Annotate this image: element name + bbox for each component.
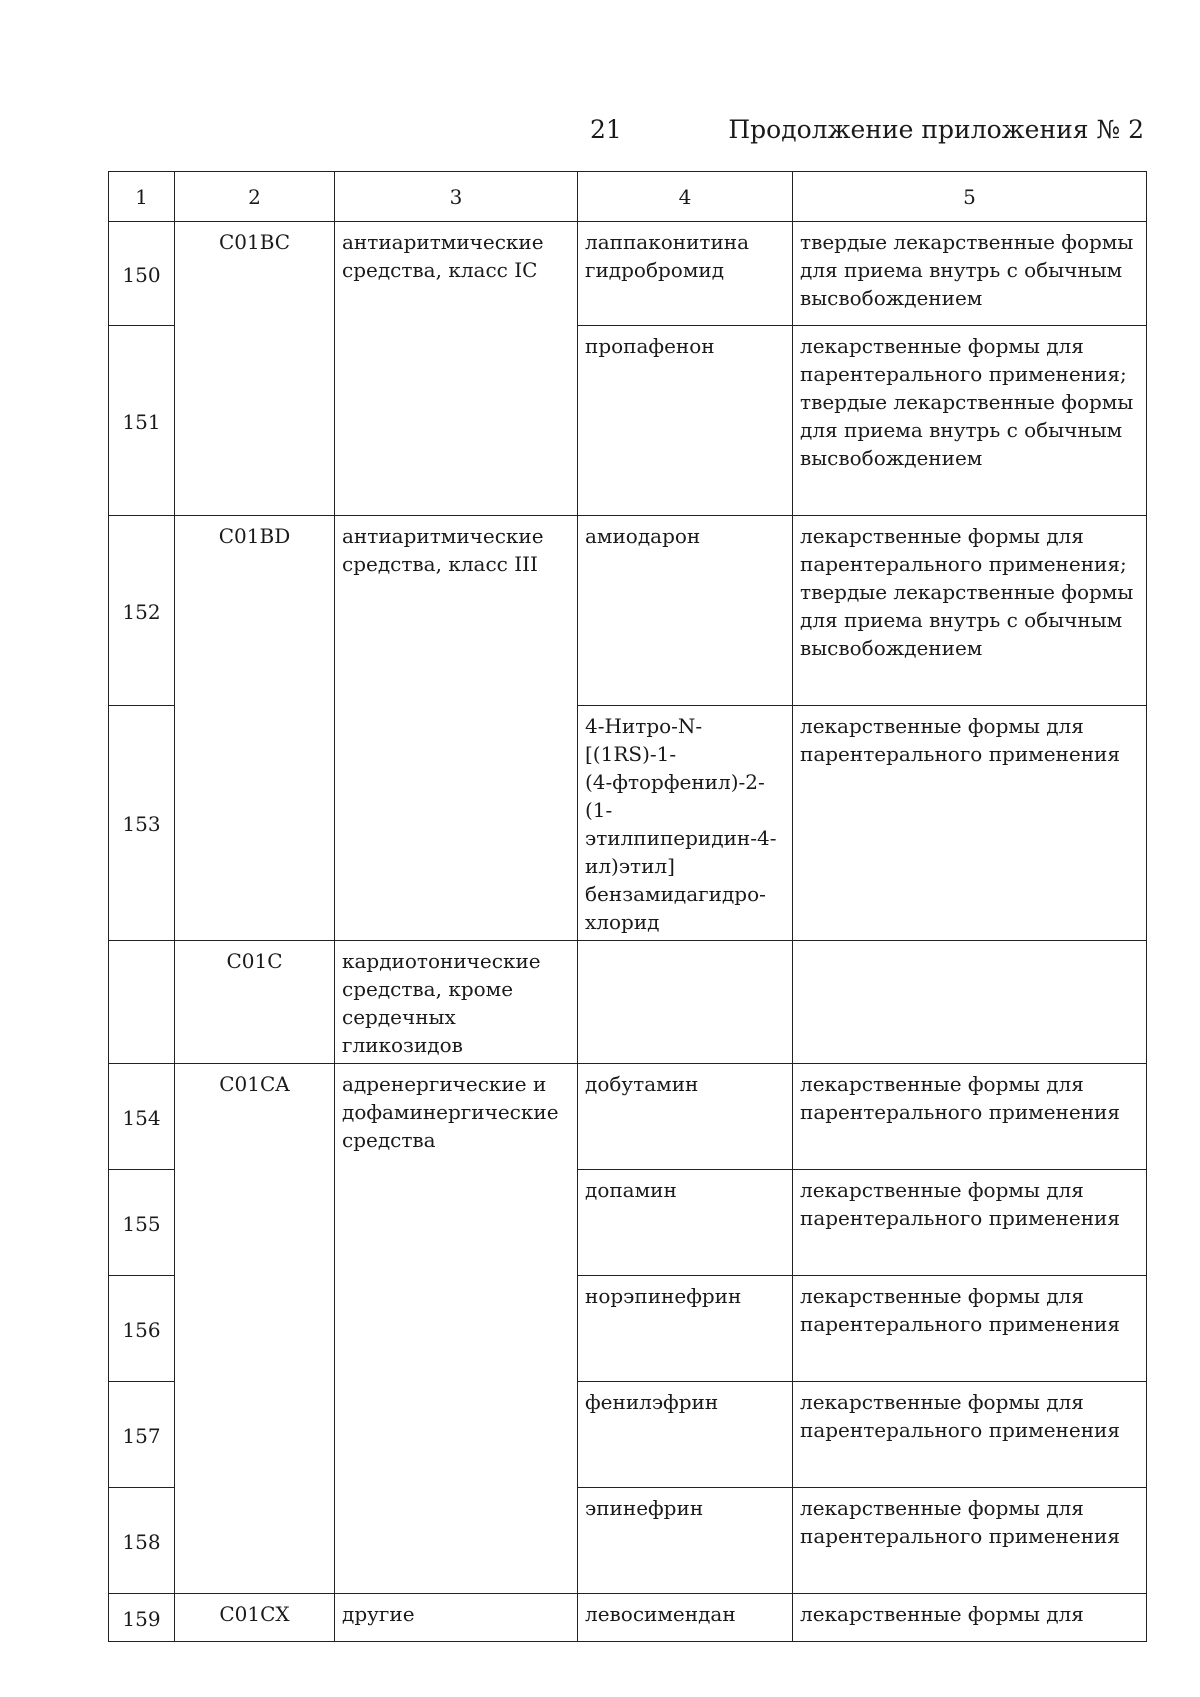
table-row (109, 941, 1147, 1064)
drug-name (578, 941, 793, 1064)
row-number: 159 (109, 1594, 175, 1642)
atc-code: C01BC (175, 222, 335, 516)
dosage-form: твердые лекарственные формы для приема внутрь с обычным высвобождением (793, 222, 1147, 326)
column-header: 1 (109, 172, 175, 222)
row-number: 155 (109, 1170, 175, 1276)
atc-group: другие (335, 1594, 578, 1642)
row-number: 154 (109, 1064, 175, 1170)
table-row (109, 1064, 1147, 1170)
drug-name: пропафенон (578, 326, 793, 516)
row-number: 157 (109, 1382, 175, 1488)
dosage-form (793, 941, 1147, 1064)
atc-group: кардиотонические средства, кроме сердечных гликозидов (335, 941, 578, 1064)
row-number: 156 (109, 1276, 175, 1382)
dosage-form: лекарственные формы для парентерального применения (793, 1382, 1147, 1488)
drug-name: левосимендан (578, 1594, 793, 1642)
drug-name: норэпинефрин (578, 1276, 793, 1382)
drug-name: добутамин (578, 1064, 793, 1170)
dosage-form: лекарственные формы для парентерального применения (793, 1276, 1147, 1382)
table-row (109, 516, 1147, 706)
row-number: 152 (109, 516, 175, 706)
row-number: 153 (109, 706, 175, 941)
drug-name: амиодарон (578, 516, 793, 706)
dosage-form: лекарственные формы для парентерального применения (793, 1488, 1147, 1594)
atc-code: C01CX (175, 1594, 335, 1642)
dosage-form: лекарственные формы для парентерального применения (793, 706, 1147, 941)
row-number (109, 941, 175, 1064)
column-header: 2 (175, 172, 335, 222)
column-header: 4 (578, 172, 793, 222)
drug-name: эпинефрин (578, 1488, 793, 1594)
drug-name: лаппаконитина гидробромид (578, 222, 793, 326)
atc-code: C01C (175, 941, 335, 1064)
dosage-form: лекарственные формы для парентерального применения (793, 1064, 1147, 1170)
table-header-row (109, 172, 1147, 222)
drug-name: фенилэфрин (578, 1382, 793, 1488)
appendix-heading: Продолжение приложения № 2 (728, 115, 1144, 144)
atc-group: адренергические и дофаминергические средства (335, 1064, 578, 1594)
row-number: 158 (109, 1488, 175, 1594)
dosage-form: лекарственные формы для парентерального применения; твердые лекарственные формы для приема внутрь с обычным высвобождением (793, 516, 1147, 706)
drug-name: допамин (578, 1170, 793, 1276)
atc-code: C01BD (175, 516, 335, 941)
atc-group: антиаритмические средства, класс IC (335, 222, 578, 516)
atc-group: антиаритмические средства, класс III (335, 516, 578, 941)
dosage-form: лекарственные формы для парентерального применения (793, 1170, 1147, 1276)
table-row (109, 1594, 1147, 1642)
column-header: 5 (793, 172, 1147, 222)
row-number: 150 (109, 222, 175, 326)
drug-name: 4-Нитро-N-[(1RS)-1- (4-фторфенил)-2-(1- этилпиперидин-4- ил)этил] бензамидагидро- хлорид (578, 706, 793, 941)
drug-table (108, 171, 1147, 1642)
atc-code: C01CA (175, 1064, 335, 1594)
column-header: 3 (335, 172, 578, 222)
row-number: 151 (109, 326, 175, 516)
page-number: 21 (590, 115, 622, 144)
table-row (109, 222, 1147, 326)
dosage-form: лекарственные формы для парентерального применения; твердые лекарственные формы для приема внутрь с обычным высвобождением (793, 326, 1147, 516)
dosage-form: лекарственные формы для (793, 1594, 1147, 1642)
